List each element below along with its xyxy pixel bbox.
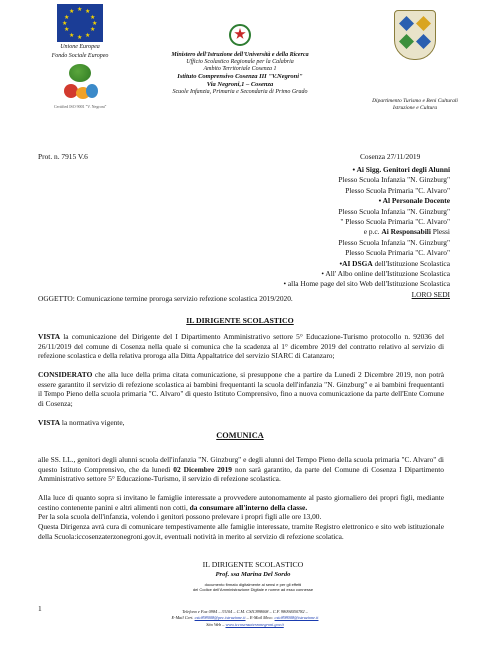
luce-text: Alla luce di quanto sopra si invitano le famiglie interessate a provvedere autonomamente al pasto giornaliero dei propri figli, mediante cestino contenente panini e altri alimenti non cotti, bbox=[38, 493, 444, 512]
luce-bold: da consumare all'interno della classe. bbox=[189, 502, 308, 512]
signature-name: Prof. ssa Marina Del Sordo bbox=[215, 571, 291, 578]
footer bbox=[120, 609, 370, 628]
signature-note-2: del Codice dell'Amministrazione Digitale e norme ad esso connesse bbox=[192, 587, 314, 592]
page-number: 1 bbox=[38, 604, 42, 613]
vista-lead: VISTA bbox=[38, 332, 61, 341]
siarc-logo-icon bbox=[62, 84, 104, 104]
considerato-text: che alla luce della prima citata comunicazione, si presuppone che a partire da Lunedì 2 Dicembre 2019, non potrà essere garantito il servizio di refezione scolastica ai bambini frequentanti la scuola dell'infanzia "N. Ginzburg" e ai bambini frequentanti il Tempo Pieno della scuola primaria "C. Alvaro" di questo Istituto Comprensivo, fino a nuova comunicazione da parte dell'Ente Comune di Cosenza; bbox=[38, 370, 444, 408]
website-link[interactable]: www.iccosenzaterzonegroni.gov.it bbox=[225, 621, 284, 627]
eu-logo-block bbox=[40, 4, 120, 82]
dipartimento-line-2: Istruzione e Cultura bbox=[392, 105, 438, 111]
plessi-label: Plessi bbox=[430, 227, 450, 237]
eu-text-1: Unione Europea bbox=[60, 44, 100, 50]
recipient-docente: • Al Personale Docente bbox=[378, 196, 450, 206]
paragraph-infanzia: Per la sola scuola dell'infanzia, volendo i genitori possono prelevare i propri figli alle ore 13,00. bbox=[38, 512, 322, 521]
recipient-line: Plesso Scuola Infanzia "N. Ginzburg" bbox=[338, 206, 450, 216]
comunica-text-a: alle SS. LL., genitori degli alunni scuola dell'infanzia "N. Ginzburg" e degli alunni del Tempo Pieno della scuola primaria "C. Alvaro" di questo Istituto Comprensivo, che da lunedì bbox=[38, 455, 444, 474]
loro-sedi: LORO SEDI bbox=[411, 289, 450, 299]
dipartimento-line-1: Dipartimento Turismo e Beni Culturali bbox=[372, 98, 458, 104]
paragraph-dirigenza: Questa Dirigenza avrà cura di comunicare tempestivamente alle famiglie interessate, tramite Registro elettronico e sito web istituzionale della Scuola:iccosenzaterzonegroni.gov.it, eventuali notività in merito al servizio di refezione scolatica. bbox=[38, 522, 444, 541]
recipient-responsabili bbox=[230, 227, 450, 237]
footer-contacts: Telefono e Fax 0984 – 33104 – C.M. CSIC898008 – C.F. 98094050782 – bbox=[182, 609, 308, 614]
ufficio-line: Ufficio Scolastico Regionale per la Calabria bbox=[186, 59, 294, 65]
considerato-lead: CONSIDERATO bbox=[38, 370, 93, 379]
recipient-line: Plesso Scuola Primaria "C. Alvaro" bbox=[345, 248, 450, 258]
paragraph-vista-normativa bbox=[38, 418, 444, 428]
italian-emblem-icon bbox=[228, 22, 252, 48]
subject-line: OGGETTO: Comunicazione termine proroga servizio refezione scolastica 2019/2020. bbox=[38, 294, 293, 303]
letter-date: Cosenza 27/11/2019 bbox=[360, 152, 421, 161]
ministero-line: Ministero dell'Istruzione dell'Università e della Ricerca bbox=[171, 52, 309, 58]
section-title-dirigente: IL DIRIGENTE SCOLASTICO bbox=[186, 316, 294, 325]
recipient-line: Plesso Scuola Infanzia "N. Ginzburg" bbox=[338, 237, 450, 247]
vista2-lead: VISTA bbox=[38, 418, 61, 427]
website-label: Sito Web – bbox=[206, 621, 226, 627]
signature-title: IL DIRIGENTE SCOLASTICO bbox=[202, 560, 304, 569]
responsabili-label: Ai Responsabili bbox=[381, 227, 431, 237]
paragraph-alla-luce bbox=[38, 493, 444, 512]
eu-flag-icon: ★ ★ ★ ★ ★ ★ ★ ★ ★ ★ ★ ★ bbox=[57, 4, 103, 42]
mecc-email-link[interactable]: csic898008@istruzione.it bbox=[274, 615, 319, 621]
ambito-line: Ambito Territoriale Cosenza 1 bbox=[203, 66, 277, 72]
epc-label: e p.c. bbox=[363, 227, 382, 237]
paragraph-comunica bbox=[38, 455, 444, 484]
dsga-label: •AI DSGA bbox=[339, 258, 373, 268]
fse-logo-icon bbox=[69, 64, 91, 82]
signature-note-1: documento firmato digitalmente ai sensi e per gli effetti bbox=[204, 582, 302, 587]
scuole-line: Scuole Infanzia, Primaria e Secondaria di Primo Grado bbox=[172, 89, 308, 95]
eu-text-2: Fondo Sociale Europeo bbox=[51, 53, 109, 59]
address-line: Via Negroni,1 – Cosenza bbox=[206, 81, 274, 88]
recipient-dsga bbox=[230, 259, 450, 269]
recipients-block bbox=[230, 165, 450, 300]
istituto-line: Istituto Comprensivo Cosenza III "V.Negroni" bbox=[177, 73, 303, 80]
letterhead bbox=[0, 0, 480, 140]
paragraph-considerato bbox=[38, 370, 444, 408]
section-title-comunica: COMUNICA bbox=[216, 431, 264, 440]
signature-note bbox=[150, 582, 356, 592]
institution-heading bbox=[130, 22, 350, 96]
recipient-albo: • All' Albo online dell'Istituzione Scolastica bbox=[321, 269, 450, 279]
recipient-genitori: • Ai Sigg. Genitori degli Alunni bbox=[352, 165, 450, 174]
paragraph-vista bbox=[38, 332, 444, 361]
recipient-homepage: • alla Home page del sito Web dell'Istituzione Scolastica bbox=[283, 279, 450, 289]
mecc-label: – E-Mail Mecc. bbox=[245, 615, 275, 621]
calabria-region-crest-icon bbox=[390, 8, 440, 62]
region-logo-block bbox=[360, 8, 470, 112]
comunica-text-b: non sarà garantito, da parte del Comune di Cosenza I Dipartimento Amministrativo settore 5° Educazione-Turismo, il servizio di refezione scolastica. bbox=[38, 464, 444, 484]
recipient-line: Plesso Scuola Infanzia "N. Ginzburg" bbox=[338, 175, 450, 185]
vista-text: la comunicazione del Dirigente del I Dipartimento Amministrativo settore 5° Educazione-Turismo protocollo n. 92036 del 26/11/2019 del comune di Cosenza nella quale si comunica che la scadenza al 1° dicembre 2019 del contratto relativo al servizio di refezione scolastica e della relativa proroga alla Ditta Appaltatrice del servizio SIARC di Catanzaro; bbox=[38, 332, 444, 361]
pec-label: E-Mail Cert. bbox=[171, 615, 195, 621]
pec-email-link[interactable]: csic898008@pec.istruzione.it bbox=[194, 615, 246, 621]
footer-website bbox=[120, 622, 370, 628]
recipient-line: " Plesso Scuola Primaria "C. Alvaro" bbox=[340, 217, 450, 227]
vista2-text: la normativa vigente, bbox=[60, 418, 125, 427]
recipient-line: Plesso Scuola Primaria "C. Alvaro" bbox=[345, 185, 450, 195]
comunica-date: 02 Dicembre 2019 bbox=[173, 464, 233, 474]
dsga-rest: dell'Istituzione Scolastica bbox=[372, 258, 450, 268]
protocol-number: Prot. n. 7915 V.6 bbox=[38, 152, 88, 161]
siarc-label: Certified ISO 9001 "V. Negroni" bbox=[54, 104, 107, 109]
